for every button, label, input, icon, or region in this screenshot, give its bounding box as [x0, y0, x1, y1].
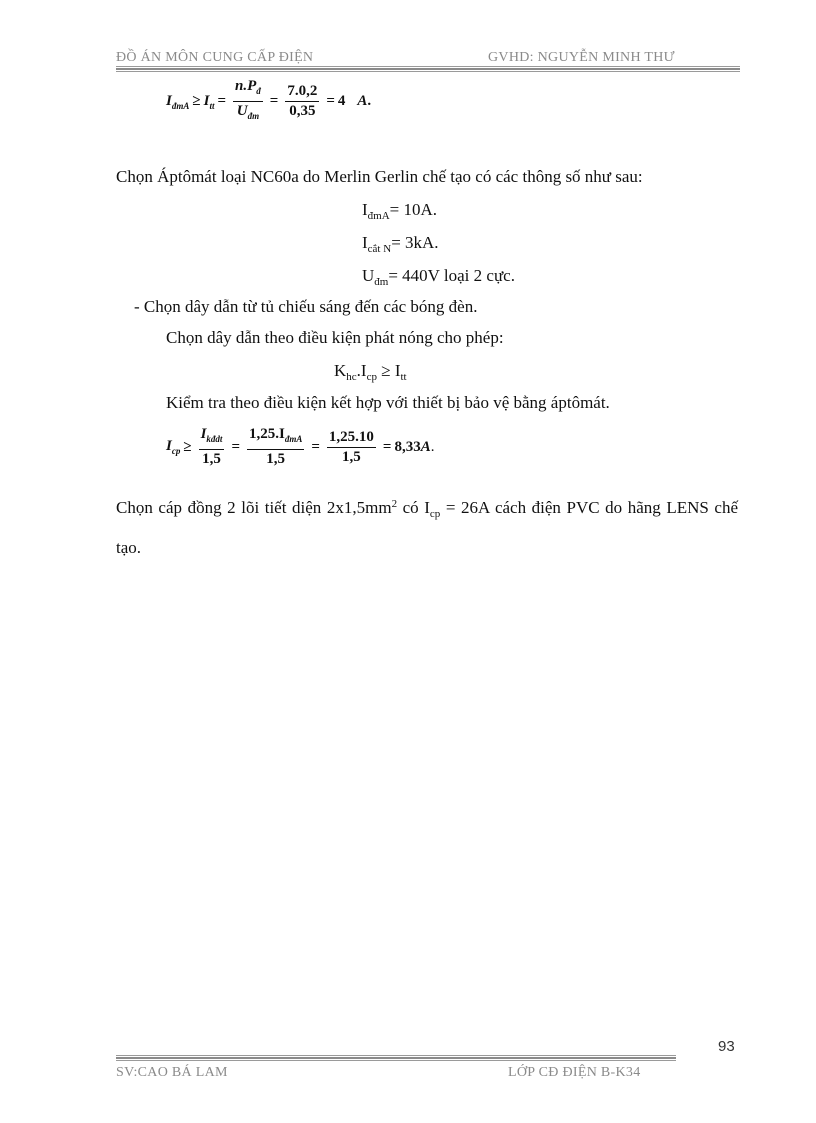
footer-rule: [116, 1057, 676, 1059]
formula-operator: =: [326, 93, 335, 109]
formula-unit: A: [357, 93, 368, 109]
formula-fraction: $\frac{1,25.I_{đmA}}{1,5}$: [249, 426, 303, 467]
header-right: GVHD: NGUYỄN MINH THƯ: [488, 50, 675, 65]
formula-operator: =: [217, 93, 227, 109]
formula-operator: =: [382, 438, 392, 455]
formula-current-rating: [166, 78, 371, 125]
condition-formula: $K_{hc}.I_{cp} \ge I_{tt}$: [334, 361, 407, 383]
spec-breaking-current: $I_{cắt N}= 3kA$.: [362, 233, 439, 255]
formula-term: $I_{tt}$: [203, 92, 215, 111]
formula-fraction: $\frac{I_{kđdt}}{1,5}$: [200, 426, 223, 467]
formula-end: .: [430, 438, 435, 455]
bullet-wire-selection: - Chọn dây dẫn từ tủ chiếu sáng đến các bóng đèn.: [134, 297, 478, 316]
spec-rated-voltage: $U_{đm}= 440V$ loại 2 cực.: [362, 266, 515, 288]
footer-left: SV:CAO BÁ LAM: [116, 1065, 228, 1080]
formula-unit: A: [420, 438, 431, 455]
footer-rule: [116, 1055, 676, 1056]
spec-rated-current: $I_{đmA}= 10A$.: [362, 200, 438, 222]
paragraph-cable-selection: Chọn cáp đồng 2 lõi tiết diện $2x1,5mm^2$ có $I_{cp} = 26A$ cách điện PVC do hãng LENS chế tạo.: [116, 498, 738, 557]
paragraph-heating-condition: Chọn dây dẫn theo điều kiện phát nóng cho phép:: [166, 328, 504, 347]
footer-right: LỚP CĐ ĐIỆN B-K34: [508, 1065, 641, 1080]
formula-term: $I_{đmA}$: [166, 92, 190, 111]
formula-operator: ≥: [183, 438, 192, 455]
formula-operator: =: [311, 438, 320, 455]
formula-result: 4: [337, 93, 346, 109]
header-rule: [116, 66, 740, 67]
formula-term: $I_{cp}$: [166, 438, 181, 456]
header-rule: [116, 68, 740, 70]
formula-fraction: $\frac{n.P_đ}{U_{đm}}$: [235, 78, 261, 121]
paragraph-protection-check: Kiểm tra theo điều kiện kết hợp với thiết bị bảo vệ bằng áptômát.: [166, 393, 610, 412]
formula-operator: =: [269, 93, 279, 109]
formula-operator: ≥: [192, 93, 201, 109]
header-left: ĐỒ ÁN MÔN CUNG CẤP ĐIỆN: [116, 50, 314, 65]
formula-cable-current: [166, 426, 435, 468]
paragraph-breaker-selection: Chọn Áptômát loại NC60a do Merlin Gerlin chế tạo có các thông số như sau:: [116, 167, 643, 186]
formula-operator: =: [231, 438, 240, 455]
header-rule: [116, 71, 740, 72]
page-number: 93: [718, 1038, 735, 1055]
formula-result: 8,33: [394, 438, 421, 455]
formula-end: .: [367, 93, 372, 109]
formula-fraction: $\frac{7.0,2}{0,35}$: [287, 83, 318, 119]
formula-fraction: $\frac{1,25.10}{1,5}$: [328, 428, 374, 465]
footer-rule: [116, 1060, 676, 1061]
